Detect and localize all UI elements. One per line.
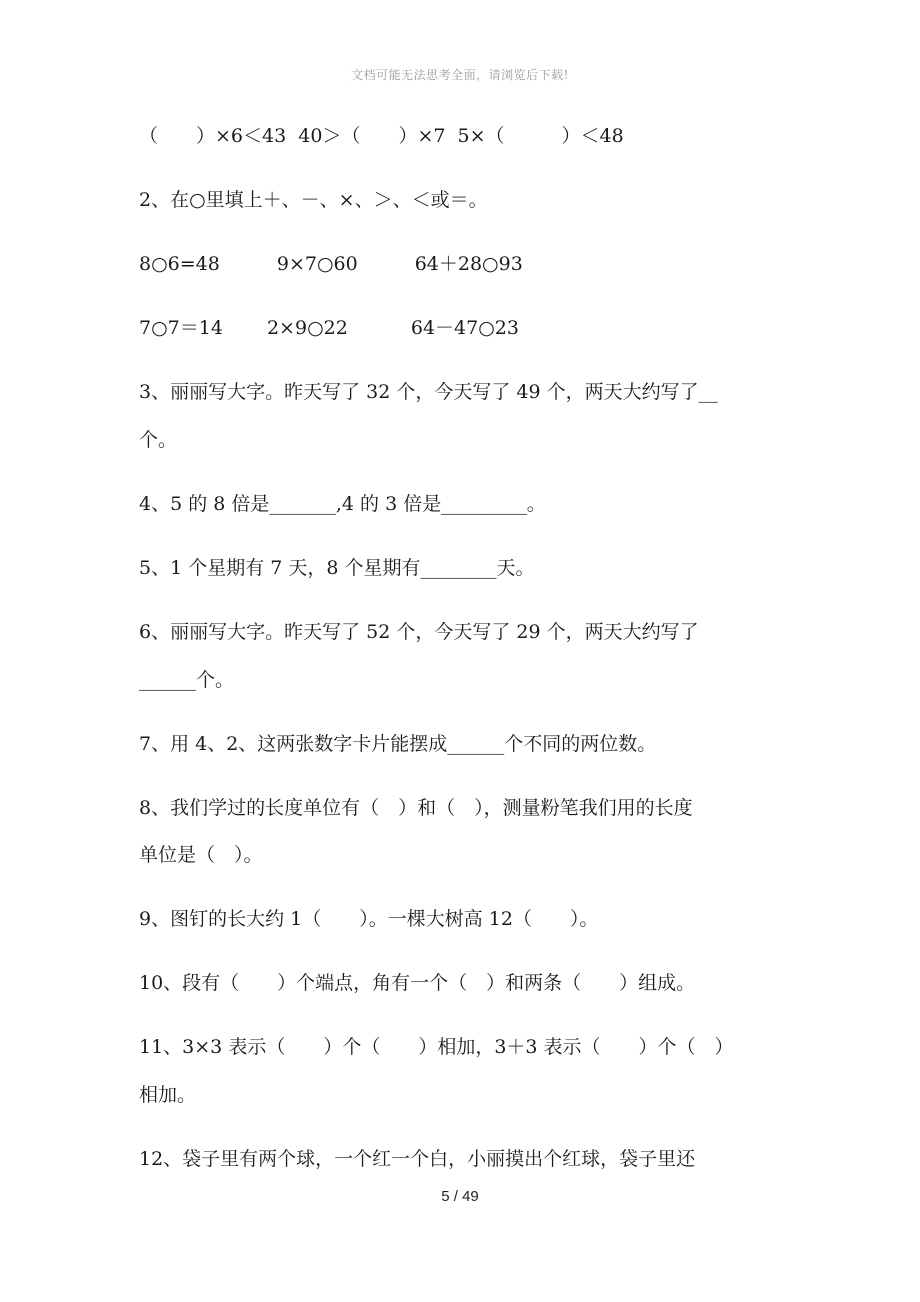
question-3-continued: 个。	[139, 429, 178, 451]
download-notice: 文档可能无法思考全面，请浏览后下载!	[351, 68, 569, 82]
question-9: 9、图钉的长大约 1（ ）。一棵大树高 12（ ）。	[139, 908, 599, 930]
text-line: 8○6=48 9×7○60 64＋28○93	[139, 253, 523, 275]
question-3: 3、丽丽写大字。昨天写了 32 个，今天写了 49 个，两天大约写了__	[139, 381, 718, 403]
page-number: 5 / 49	[441, 1188, 479, 1205]
question-2-heading: 2、在○里填上＋、－、×、＞、＜或＝。	[139, 189, 488, 211]
question-8-continued: 单位是（ ）。	[139, 844, 263, 866]
question-11-continued: 相加。	[139, 1084, 197, 1106]
text-line: 7○7＝14 2×9○22 64－47○23	[139, 317, 519, 339]
question-8: 8、我们学过的长度单位有（ ）和（ ），测量粉笔我们用的长度	[139, 797, 693, 819]
question-10: 10、段有（ ）个端点，角有一个（ ）和两条（ ）组成。	[139, 972, 696, 994]
question-11: 11、3×3 表示（ ）个（ ）相加，3＋3 表示（ ）个（ ）	[139, 1036, 734, 1058]
question-7: 7、用 4、2、这两张数字卡片能摆成______个不同的两位数。	[139, 733, 657, 755]
question-6-continued: ______个。	[139, 669, 235, 691]
question-5: 5、1 个星期有 7 天，8 个星期有________天。	[139, 557, 535, 579]
text-line: （ ）×6＜43 40＞（ ）×7 5×（ ）＜48	[139, 125, 624, 147]
question-6: 6、丽丽写大字。昨天写了 52 个，今天写了 29 个，两天大约写了	[139, 621, 699, 643]
question-12: 12、袋子里有两个球，一个红一个白，小丽摸出个红球，袋子里还	[139, 1148, 696, 1170]
question-4: 4、5 的 8 倍是_______,4 的 3 倍是_________。	[139, 493, 546, 515]
